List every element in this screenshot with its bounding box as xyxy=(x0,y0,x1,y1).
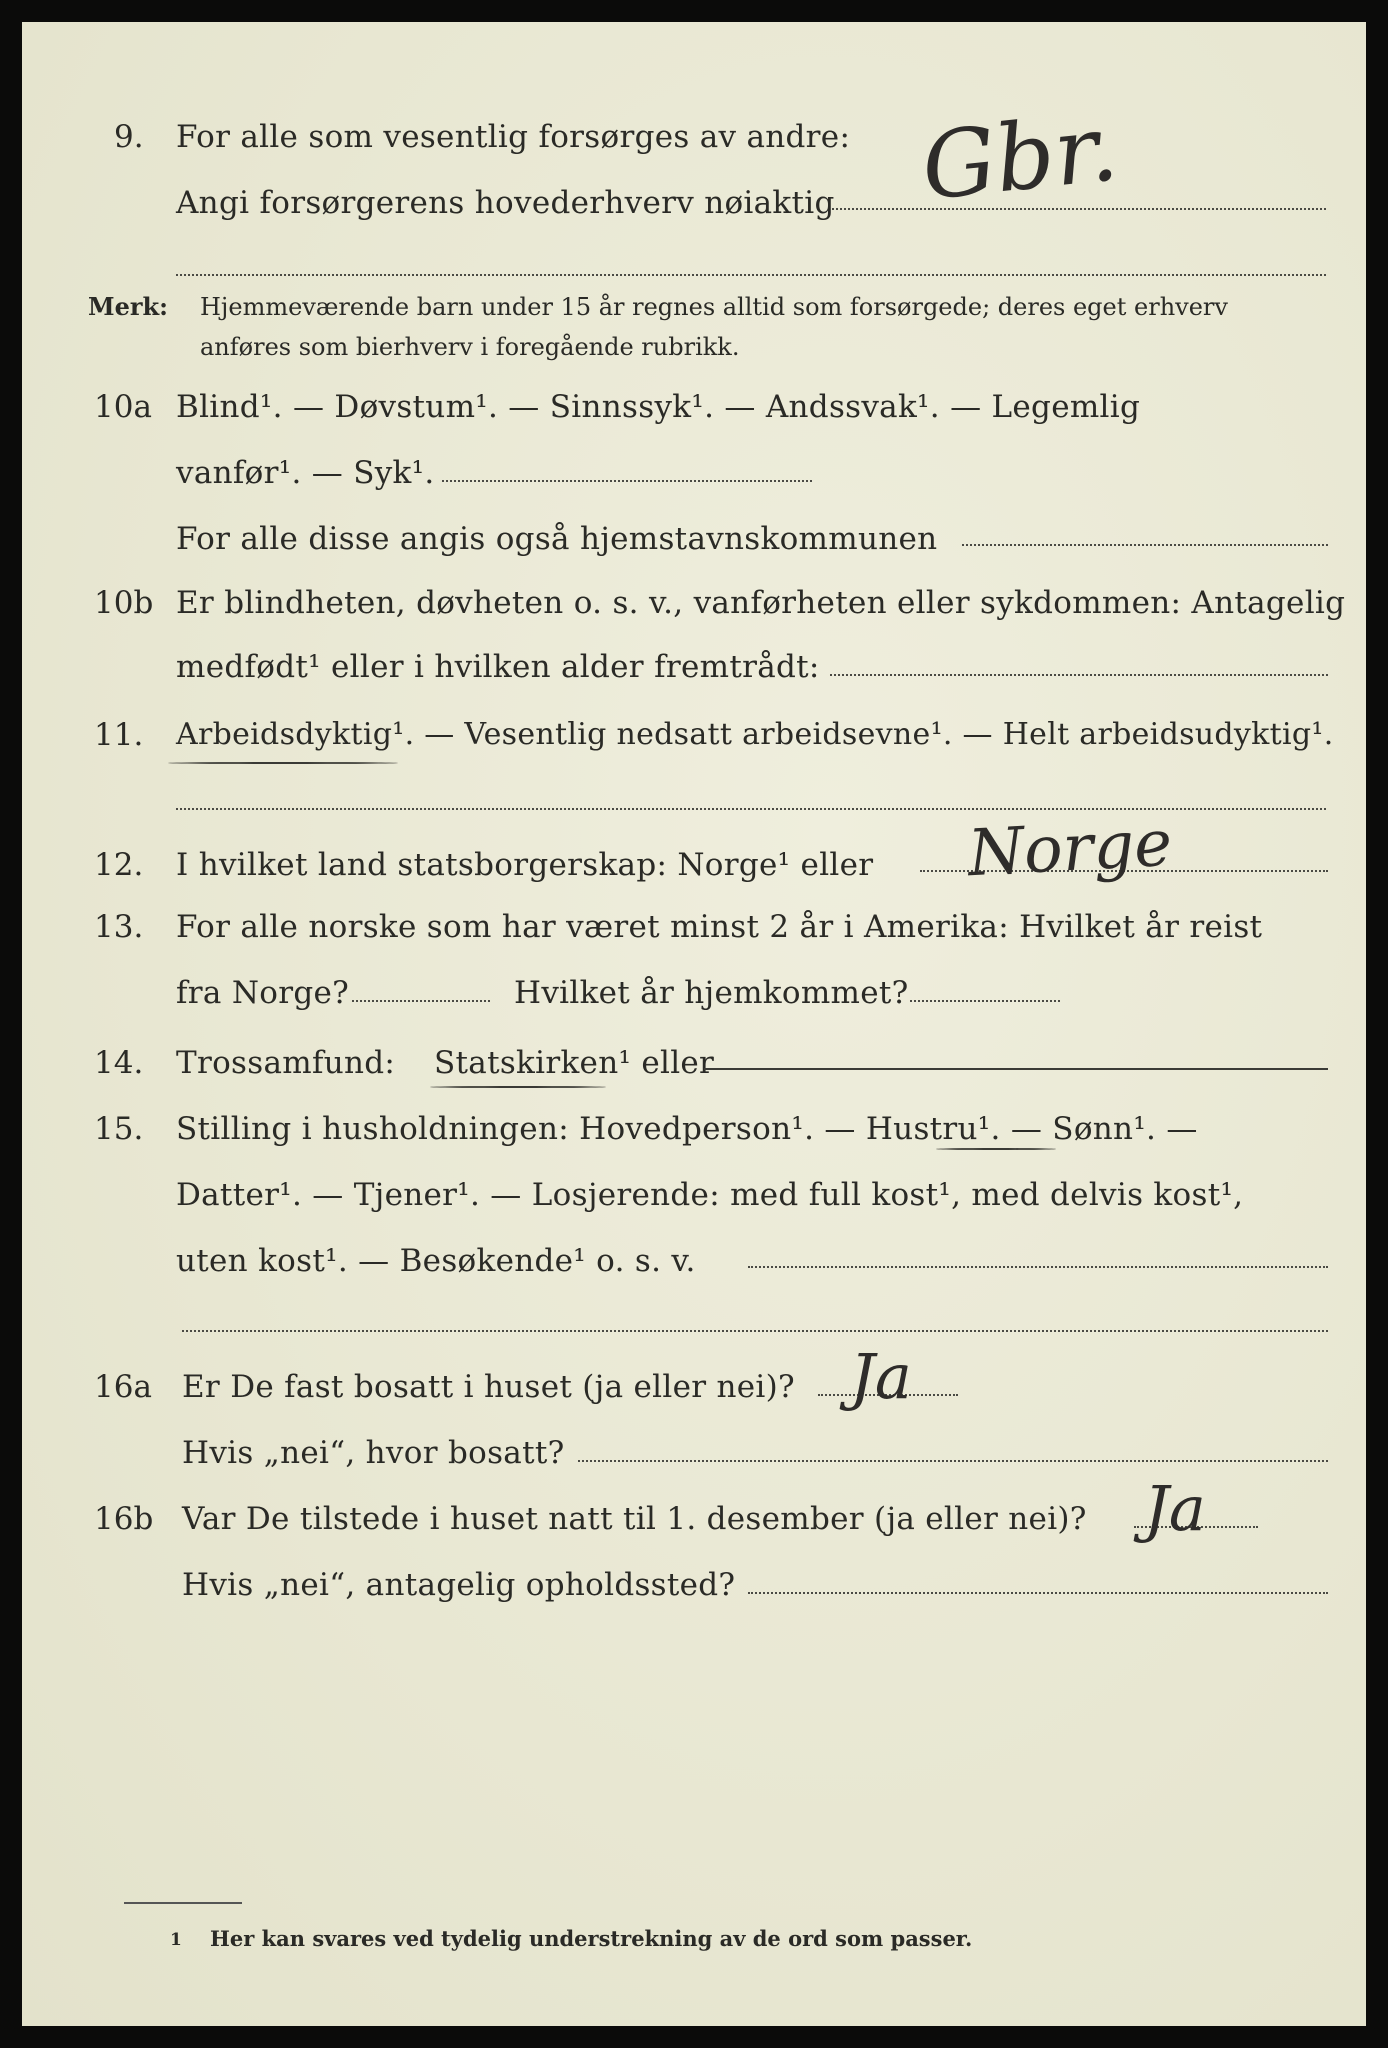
handwritten-answer: Norge xyxy=(966,806,1174,892)
question-text: vanfør¹. — Syk¹. xyxy=(176,455,435,491)
question-10b-line-1 xyxy=(22,578,1366,628)
question-text: Hvis „nei“, hvor bosatt? xyxy=(182,1435,565,1471)
answer-line xyxy=(962,544,1328,546)
question-text: For alle som vesentlig forsørges av andre: xyxy=(176,119,851,155)
merk-label: Merk: xyxy=(88,292,168,321)
answer-line xyxy=(182,1330,1328,1332)
question-text: Datter¹. — Tjener¹. — Losjerende: med full kost¹, med delvis kost¹, xyxy=(176,1177,1244,1213)
answer-line xyxy=(352,1000,490,1002)
question-15-line-3 xyxy=(22,1236,1366,1286)
question-text: Er blindheten, døvheten o. s. v., vanførheten eller sykdommen: Antagelig xyxy=(176,585,1346,621)
question-text: For alle norske som har været minst 2 år i Amerika: Hvilket år reist xyxy=(176,909,1263,945)
question-number: 15. xyxy=(94,1111,144,1147)
question-10b-line-2 xyxy=(22,642,1366,692)
question-15-line-2 xyxy=(22,1170,1366,1220)
question-14-line-1 xyxy=(22,1038,1366,1088)
question-number: 9. xyxy=(114,119,144,155)
question-16a-line-2 xyxy=(22,1428,1366,1478)
question-9-line-1 xyxy=(22,112,1366,162)
note-text: Hjemmeværende barn under 15 år regnes alltid som forsørgede; deres eget erhverv xyxy=(200,293,1228,321)
question-13-line-2 xyxy=(22,968,1366,1018)
question-10a-line-2 xyxy=(22,448,1366,498)
answer-line xyxy=(830,674,1328,676)
handwritten-answer: Gbr. xyxy=(916,94,1123,221)
question-number: 13. xyxy=(94,909,144,945)
question-text: Stilling i husholdningen: Hovedperson¹. — Hustru¹. — Sønn¹. — xyxy=(176,1111,1198,1147)
question-10a-line-3 xyxy=(22,514,1366,564)
question-number: 10a xyxy=(94,389,152,425)
question-text: Trossamfund: xyxy=(176,1045,396,1081)
question-text: uten kost¹. — Besøkende¹ o. s. v. xyxy=(176,1243,696,1279)
handwritten-answer: Ja xyxy=(850,1340,912,1413)
answer-line xyxy=(748,1266,1328,1268)
question-number: 12. xyxy=(94,847,144,883)
question-13-line-1 xyxy=(22,902,1366,952)
merk-note-line-2 xyxy=(22,328,1366,370)
question-10a-line-1 xyxy=(22,382,1366,432)
handwritten-underline xyxy=(430,1086,606,1088)
question-text: Blind¹. — Døvstum¹. — Sinnssyk¹. — Andssvak¹. — Legemlig xyxy=(176,389,1141,425)
question-text: Var De tilstede i huset natt til 1. desember (ja eller nei)? xyxy=(182,1501,1087,1537)
question-9-line-2 xyxy=(22,178,1366,228)
answer-line xyxy=(832,208,1326,210)
question-text: Arbeidsdyktig¹. — Vesentlig nedsatt arbeidsevne¹. — Helt arbeidsudyktig¹. xyxy=(176,717,1334,752)
question-text: Er De fast bosatt i huset (ja eller nei)? xyxy=(182,1369,795,1405)
question-text: Statskirken¹ eller xyxy=(434,1045,715,1081)
question-text: For alle disse angis også hjemstavnskommunen xyxy=(176,521,938,557)
answer-line xyxy=(910,1000,1060,1002)
footnote-rule xyxy=(124,1902,242,1904)
question-number: 10b xyxy=(94,585,154,621)
answer-line xyxy=(748,1592,1328,1594)
question-15-line-1 xyxy=(22,1104,1366,1154)
footnote-text: Her kan svares ved tydelig understrekning av de ord som passer. xyxy=(210,1926,973,1951)
answer-line xyxy=(704,1068,1328,1070)
answer-line xyxy=(176,274,1326,276)
footnote-number: 1 xyxy=(170,1930,182,1950)
answer-line xyxy=(442,480,812,482)
question-number: 14. xyxy=(94,1045,144,1081)
question-text: Angi forsørgerens hovederhverv nøiaktig xyxy=(176,185,835,221)
question-number: 16a xyxy=(94,1369,152,1405)
question-number: 11. xyxy=(94,717,144,753)
question-11-line-1 xyxy=(22,710,1366,760)
question-text: Hvilket år hjemkommet? xyxy=(514,975,909,1011)
question-text: medfødt¹ eller i hvilken alder fremtrådt: xyxy=(176,649,820,685)
handwritten-underline xyxy=(936,1148,1056,1150)
handwritten-answer: Ja xyxy=(1144,1472,1206,1545)
question-16b-line-2 xyxy=(22,1560,1366,1610)
question-text: I hvilket land statsborgerskap: Norge¹ eller xyxy=(176,847,874,883)
note-text: anføres som bierhverv i foregående rubrikk. xyxy=(200,333,740,361)
census-form-page xyxy=(22,22,1366,2026)
handwritten-underline xyxy=(168,762,398,764)
merk-note-line-1 xyxy=(22,288,1366,330)
answer-line xyxy=(578,1460,1328,1462)
question-16a-line-1 xyxy=(22,1362,1366,1412)
question-number: 16b xyxy=(94,1501,154,1537)
question-text: Hvis „nei“, antagelig opholdssted? xyxy=(182,1567,736,1603)
question-text: fra Norge? xyxy=(176,975,350,1011)
